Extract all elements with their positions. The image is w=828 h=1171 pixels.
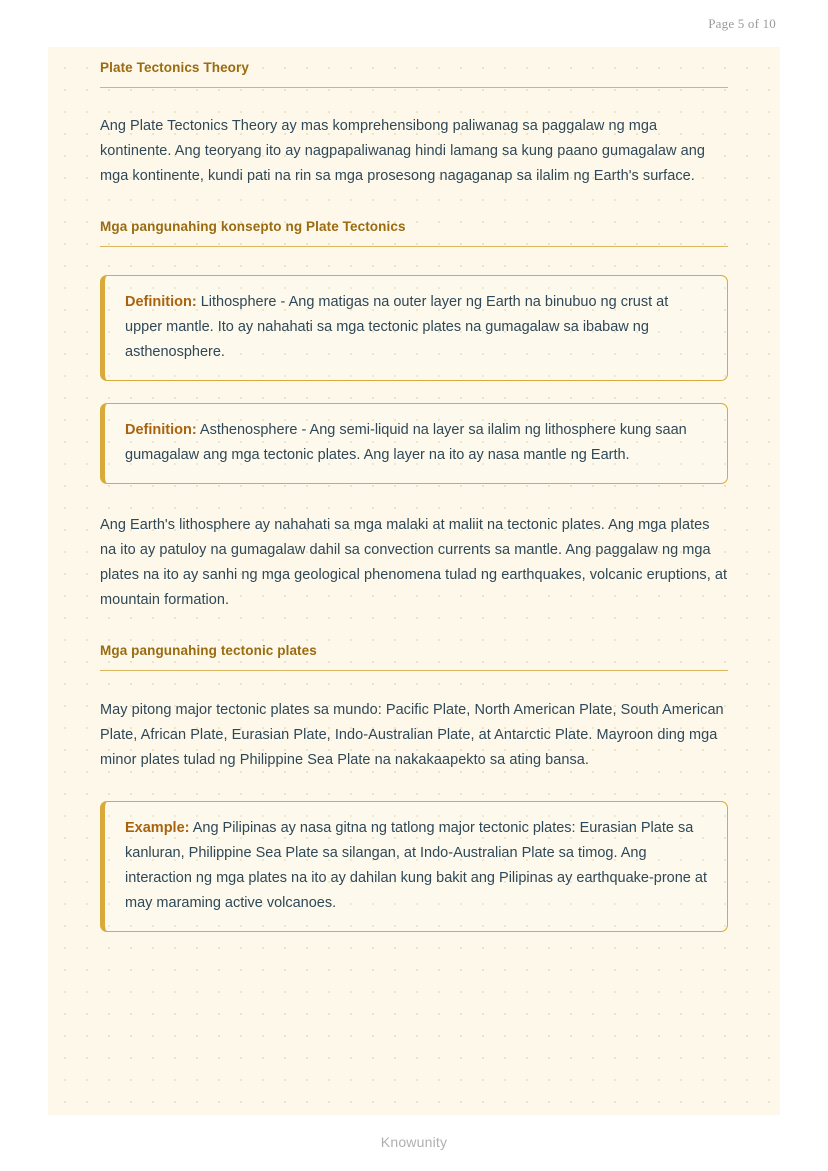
section-divider	[100, 670, 728, 671]
page-number-indicator: Page 5 of 10	[708, 15, 776, 31]
footer-brand	[0, 1134, 828, 1150]
example-callout-philippines	[100, 801, 728, 932]
section-title-plate-tectonics-theory: Plate Tectonics Theory	[100, 60, 249, 75]
section-key-concepts	[100, 219, 728, 247]
definition-body: Lithosphere - Ang matigas na outer layer ng Earth na binubuo ng crust at upper mantle. Ito ay nahahati sa mga tectonic plates na gumagalaw sa ibabaw ng asthenosphere.	[125, 294, 669, 360]
lithosphere-paragraph: Ang Earth's lithosphere ay nahahati sa mga malaki at maliit na tectonic plates. Ang mga plates na ito ay patuloy na gumagalaw dahil sa convection currents sa mantle. Ang paggalaw ng mga plates na ito ay sanhi ng mga geological phenomena tulad ng earthquakes, volcanic eruptions, at mountain formation.	[100, 517, 728, 608]
definition-text	[125, 290, 707, 365]
example-body: Ang Pilipinas ay nasa gitna ng tatlong major tectonic plates: Eurasian Plate sa kanluran, Philippine Sea Plate sa silangan, at Indo-Australian Plate sa timog. Ang interaction ng mga plates na ito ay dahilan kung bakit ang Pilipinas ay earthquake-prone at may maraming active volcanoes.	[125, 820, 707, 911]
note-sheet	[48, 47, 780, 1115]
definition-text	[125, 418, 707, 468]
brand-label: Knowunity	[380, 1134, 448, 1150]
page-header	[0, 0, 828, 47]
section-plate-tectonics-theory	[100, 60, 728, 88]
section-title-major-plates: Mga pangunahing tectonic plates	[100, 643, 317, 658]
section-major-plates	[100, 643, 728, 671]
definition-body: Asthenosphere - Ang semi-liquid na layer sa ilalim ng lithosphere kung saan gumagalaw ang mga tectonic plates. Ang layer na ito ay nasa mantle ng Earth.	[125, 422, 687, 463]
section-title-key-concepts: Mga pangunahing konsepto ng Plate Tectonics	[100, 219, 406, 234]
example-text	[125, 816, 707, 916]
definition-callout-asthenosphere	[100, 403, 728, 484]
intro-paragraph: Ang Plate Tectonics Theory ay mas komprehensibong paliwanag sa paggalaw ng mga kontinente. Ang teoryang ito ay nagpapaliwanag hindi lamang sa kung paano gumagalaw ang mga kontinente, kundi pati na rin sa mga prosesong nagaganap sa ilalim ng Earth's surface.	[100, 118, 705, 184]
section-divider	[100, 246, 728, 247]
definition-label: Definition:	[125, 294, 197, 310]
definition-callout-lithosphere	[100, 275, 728, 381]
note-content	[48, 60, 780, 932]
definition-label: Definition:	[125, 422, 197, 438]
example-label: Example:	[125, 820, 190, 836]
section-divider	[100, 87, 728, 88]
major-plates-paragraph: May pitong major tectonic plates sa mundo: Pacific Plate, North American Plate, South American Plate, African Plate, Eurasian Plate, Indo-Australian Plate, at Antarctic Plate. Mayroon ding mga minor plates tulad ng Philippine Sea Plate na nakakaapekto sa ating bansa.	[100, 702, 724, 768]
